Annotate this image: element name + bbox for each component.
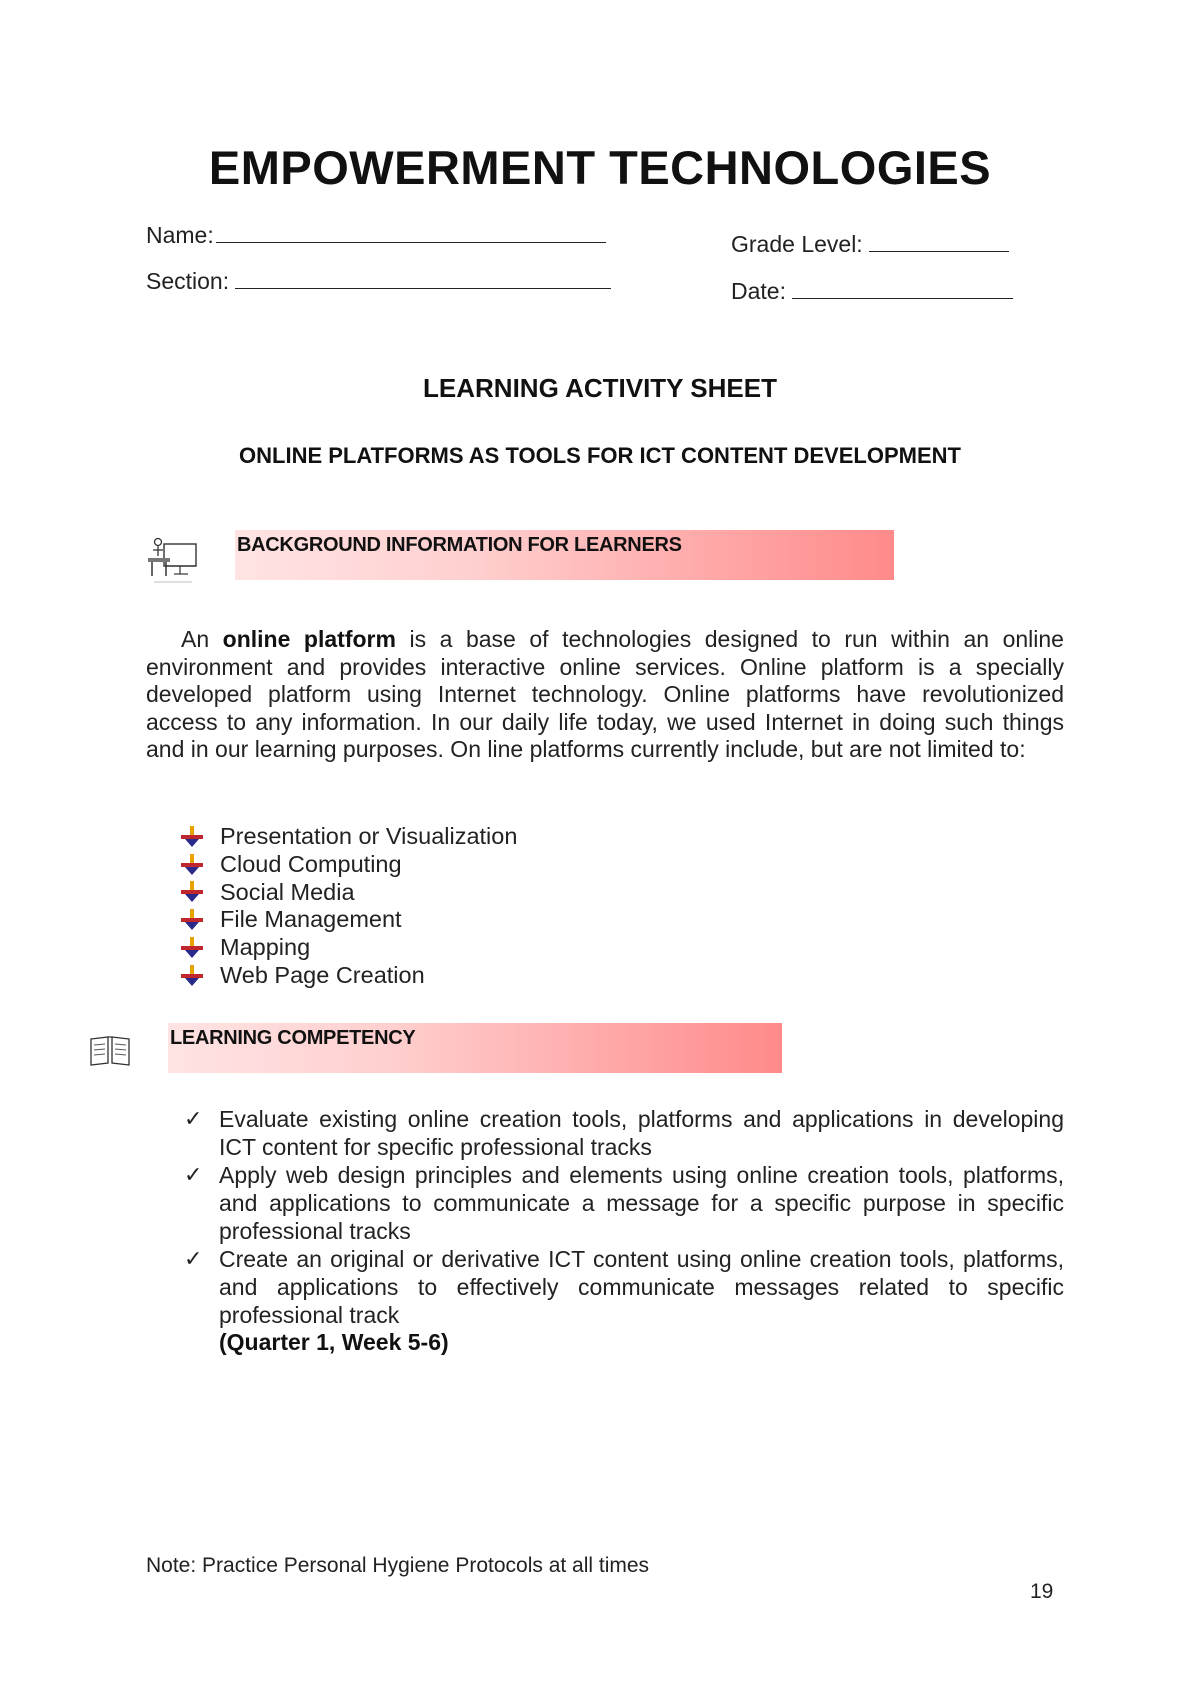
checkmark-icon: ✓ xyxy=(184,1106,203,1131)
competency-section-label: LEARNING COMPETENCY xyxy=(170,1027,416,1049)
para-lead: An xyxy=(181,626,223,652)
background-paragraph xyxy=(146,626,1064,764)
sheet-heading: LEARNING ACTIVITY SHEET xyxy=(423,373,777,403)
grade-level-blank[interactable] xyxy=(869,250,1009,252)
platform-item-label: Cloud Computing xyxy=(220,850,402,877)
section-blank[interactable] xyxy=(235,287,611,289)
platform-list-item xyxy=(180,962,517,990)
platform-item-label: Mapping xyxy=(220,934,311,961)
date-blank[interactable] xyxy=(792,297,1013,299)
competency-item-text: Apply web design principles and elements using online creation tools, platforms, and applications to communicate a message for a specific purpose in specific professional tracks xyxy=(219,1162,1064,1244)
section-field xyxy=(146,268,611,295)
competency-list xyxy=(184,1105,1064,1356)
section-label: Section: xyxy=(146,268,230,294)
platform-list xyxy=(180,823,517,990)
background-section-bar xyxy=(235,530,894,580)
teacher-desk-icon xyxy=(146,536,202,586)
arrow-bullet-icon xyxy=(180,825,204,849)
competency-list-item xyxy=(184,1245,1064,1329)
arrow-bullet-icon xyxy=(180,964,204,988)
para-rest: is a base of technologies designed to run within an online environment and provides interactive online services. Online platform is a specially developed platform using Internet technology. Online platforms have revolutionized access to any information. In our daily life today, we used Internet in doing such things and in our learning purposes. On line platforms currently include, but are not limited to: xyxy=(146,626,1064,762)
background-section-label: BACKGROUND INFORMATION FOR LEARNERS xyxy=(237,534,682,556)
arrow-bullet-icon xyxy=(180,880,204,904)
competency-item-text: Create an original or derivative ICT content using online creation tools, platforms, and applications to effectively communicate messages related to specific professional track xyxy=(219,1246,1064,1328)
sheet-subheading: ONLINE PLATFORMS AS TOOLS FOR ICT CONTENT DEVELOPMENT xyxy=(239,443,961,468)
name-blank[interactable] xyxy=(216,241,606,243)
page-title: EMPOWERMENT TECHNOLOGIES xyxy=(208,141,992,194)
competency-item-text: Evaluate existing online creation tools, platforms and applications in developing ICT content for specific professional tracks xyxy=(219,1106,1064,1160)
competency-list-item xyxy=(184,1161,1064,1245)
platform-list-item xyxy=(180,934,517,962)
competency-list-item xyxy=(184,1105,1064,1161)
platform-list-item xyxy=(180,823,517,851)
arrow-bullet-icon xyxy=(180,936,204,960)
platform-list-item xyxy=(180,906,517,934)
para-bold-term: online platform xyxy=(222,626,396,652)
platform-item-label: File Management xyxy=(220,906,402,933)
competency-section-bar xyxy=(168,1023,782,1073)
name-field xyxy=(146,222,606,249)
open-book-icon xyxy=(88,1034,132,1068)
date-field xyxy=(731,278,1013,305)
page-number: 19 xyxy=(1030,1580,1054,1603)
date-label: Date: xyxy=(731,278,786,304)
platform-item-label: Web Page Creation xyxy=(220,961,425,988)
quarter-text: (Quarter 1, Week 5-6) xyxy=(219,1329,449,1355)
grade-level-label: Grade Level: xyxy=(731,231,863,257)
platform-item-label: Social Media xyxy=(220,878,355,905)
arrow-bullet-icon xyxy=(180,908,204,932)
platform-item-label: Presentation or Visualization xyxy=(220,823,518,849)
grade-level-field xyxy=(731,231,1009,258)
checkmark-icon: ✓ xyxy=(184,1246,203,1271)
quarter-label xyxy=(184,1329,1064,1356)
checkmark-icon: ✓ xyxy=(184,1162,203,1187)
footer-note: Note: Practice Personal Hygiene Protocols at all times xyxy=(146,1554,650,1577)
platform-list-item xyxy=(180,879,517,907)
name-label: Name: xyxy=(146,222,214,248)
platform-list-item xyxy=(180,851,517,879)
arrow-bullet-icon xyxy=(180,853,204,877)
